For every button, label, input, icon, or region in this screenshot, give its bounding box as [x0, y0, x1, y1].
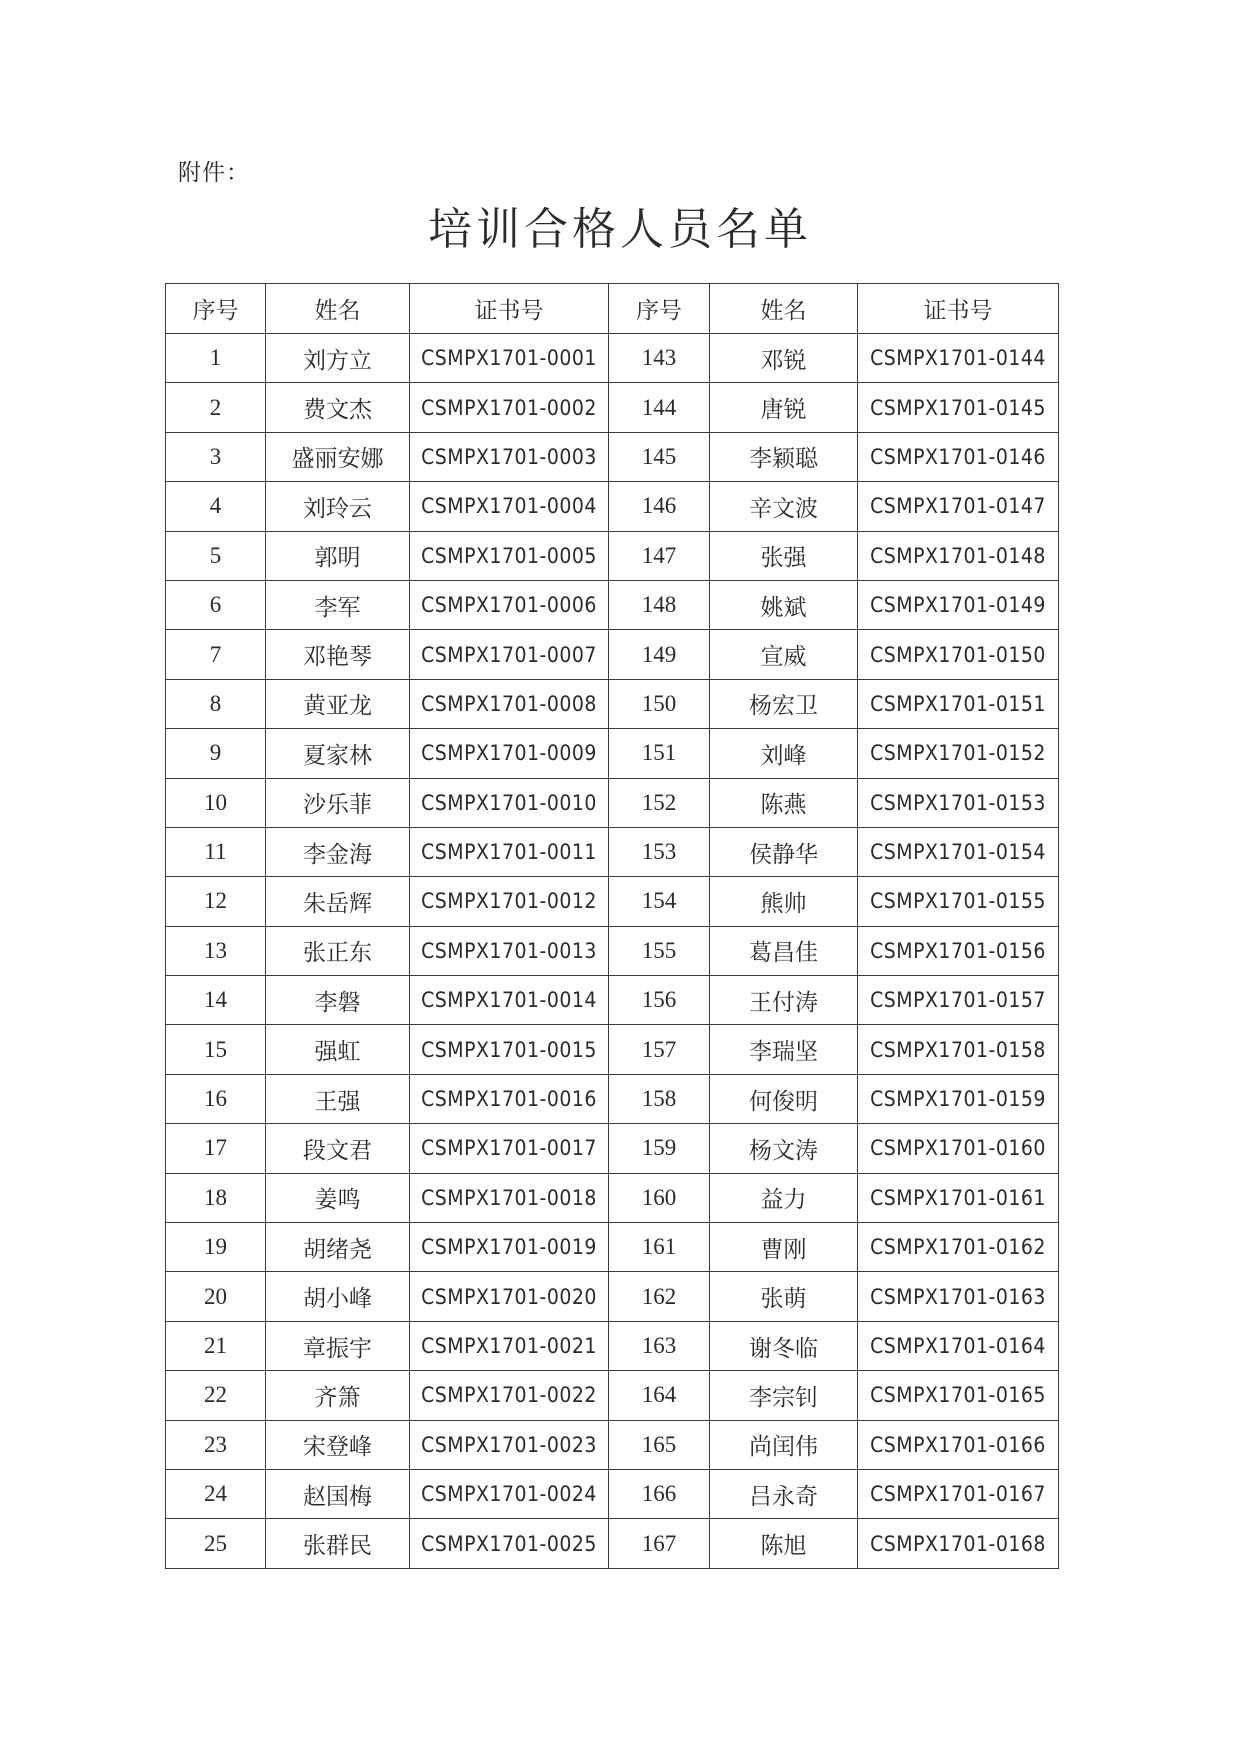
cell-cert-right: CSMPX1701-0157: [858, 976, 1059, 1025]
attachment-label: 附件：: [178, 160, 250, 186]
cell-cert-right: CSMPX1701-0165: [858, 1371, 1059, 1420]
cell-cert-left: CSMPX1701-0019: [410, 1223, 609, 1272]
cell-cert-left: CSMPX1701-0024: [410, 1469, 609, 1518]
cell-seq-left: 17: [166, 1124, 266, 1173]
table-row: [166, 778, 1059, 827]
cell-cert-right: CSMPX1701-0152: [858, 729, 1059, 778]
table-row: [166, 531, 1059, 580]
cell-seq-right: 143: [609, 334, 710, 383]
header-seq-right: 序号: [609, 284, 710, 334]
cell-seq-left: 1: [166, 334, 266, 383]
table-row: [166, 976, 1059, 1025]
table-row: [166, 877, 1059, 926]
table-row: [166, 334, 1059, 383]
cell-cert-right: CSMPX1701-0163: [858, 1272, 1059, 1321]
cell-cert-left: CSMPX1701-0022: [410, 1371, 609, 1420]
cell-cert-left: CSMPX1701-0002: [410, 383, 609, 432]
table-row: [166, 729, 1059, 778]
cell-name-right: 张强: [710, 531, 858, 580]
cell-cert-left: CSMPX1701-0018: [410, 1173, 609, 1222]
cell-cert-right: CSMPX1701-0159: [858, 1074, 1059, 1123]
cell-seq-left: 11: [166, 827, 266, 876]
cell-seq-left: 25: [166, 1519, 266, 1568]
cell-seq-right: 161: [609, 1223, 710, 1272]
table-row: [166, 1272, 1059, 1321]
cell-name-right: 唐锐: [710, 383, 858, 432]
cell-seq-left: 19: [166, 1223, 266, 1272]
cell-name-left: 朱岳辉: [266, 877, 410, 926]
cell-name-left: 邓艳琴: [266, 630, 410, 679]
cell-cert-left: CSMPX1701-0017: [410, 1124, 609, 1173]
cell-name-left: 齐箫: [266, 1371, 410, 1420]
header-cert-left: 证书号: [410, 284, 609, 334]
cell-name-left: 沙乐菲: [266, 778, 410, 827]
cell-cert-right: CSMPX1701-0148: [858, 531, 1059, 580]
cell-seq-left: 5: [166, 531, 266, 580]
cell-seq-left: 12: [166, 877, 266, 926]
cell-seq-left: 13: [166, 926, 266, 975]
cell-cert-right: CSMPX1701-0150: [858, 630, 1059, 679]
cell-seq-right: 157: [609, 1025, 710, 1074]
cell-name-left: 姜鸣: [266, 1173, 410, 1222]
cell-name-right: 陈旭: [710, 1519, 858, 1568]
cell-cert-right: CSMPX1701-0162: [858, 1223, 1059, 1272]
cell-name-left: 黄亚龙: [266, 679, 410, 728]
cell-seq-left: 23: [166, 1420, 266, 1469]
cell-name-left: 费文杰: [266, 383, 410, 432]
cell-name-left: 赵国梅: [266, 1469, 410, 1518]
cell-cert-right: CSMPX1701-0167: [858, 1469, 1059, 1518]
cell-seq-right: 165: [609, 1420, 710, 1469]
cell-cert-right: CSMPX1701-0153: [858, 778, 1059, 827]
cell-cert-right: CSMPX1701-0144: [858, 334, 1059, 383]
cell-seq-right: 163: [609, 1321, 710, 1370]
cell-name-right: 辛文波: [710, 482, 858, 531]
cell-name-right: 姚斌: [710, 580, 858, 629]
cell-cert-right: CSMPX1701-0151: [858, 679, 1059, 728]
cell-seq-right: 150: [609, 679, 710, 728]
cell-name-left: 王强: [266, 1074, 410, 1123]
cell-name-right: 熊帅: [710, 877, 858, 926]
cell-name-right: 益力: [710, 1173, 858, 1222]
table-row: [166, 383, 1059, 432]
table-row: [166, 679, 1059, 728]
table-row: [166, 1124, 1059, 1173]
cell-seq-left: 2: [166, 383, 266, 432]
cell-seq-left: 10: [166, 778, 266, 827]
roster-table: [165, 283, 1059, 1569]
cell-seq-right: 167: [609, 1519, 710, 1568]
cell-name-right: 王付涛: [710, 976, 858, 1025]
table-row: [166, 1074, 1059, 1123]
cell-name-left: 郭明: [266, 531, 410, 580]
cell-name-right: 邓锐: [710, 334, 858, 383]
cell-cert-left: CSMPX1701-0010: [410, 778, 609, 827]
page-title: 培训合格人员名单: [428, 204, 812, 255]
cell-seq-left: 15: [166, 1025, 266, 1074]
cell-seq-right: 159: [609, 1124, 710, 1173]
table-row: [166, 1519, 1059, 1568]
cell-seq-right: 154: [609, 877, 710, 926]
cell-cert-right: CSMPX1701-0155: [858, 877, 1059, 926]
cell-cert-left: CSMPX1701-0013: [410, 926, 609, 975]
cell-cert-left: CSMPX1701-0005: [410, 531, 609, 580]
table-row: [166, 580, 1059, 629]
cell-name-right: 陈燕: [710, 778, 858, 827]
table-header-row: [166, 284, 1059, 334]
table-row: [166, 926, 1059, 975]
header-seq-left: 序号: [166, 284, 266, 334]
cell-cert-left: CSMPX1701-0025: [410, 1519, 609, 1568]
cell-cert-right: CSMPX1701-0168: [858, 1519, 1059, 1568]
table-row: [166, 1420, 1059, 1469]
cell-name-left: 张群民: [266, 1519, 410, 1568]
cell-cert-right: CSMPX1701-0146: [858, 432, 1059, 481]
cell-cert-left: CSMPX1701-0014: [410, 976, 609, 1025]
cell-seq-left: 3: [166, 432, 266, 481]
cell-cert-left: CSMPX1701-0021: [410, 1321, 609, 1370]
cell-seq-right: 155: [609, 926, 710, 975]
cell-seq-right: 149: [609, 630, 710, 679]
cell-seq-right: 164: [609, 1371, 710, 1420]
cell-seq-right: 146: [609, 482, 710, 531]
cell-name-left: 李磐: [266, 976, 410, 1025]
table-row: [166, 1321, 1059, 1370]
cell-cert-left: CSMPX1701-0008: [410, 679, 609, 728]
cell-seq-left: 9: [166, 729, 266, 778]
cell-seq-right: 166: [609, 1469, 710, 1518]
cell-seq-left: 8: [166, 679, 266, 728]
table-row: [166, 1173, 1059, 1222]
cell-seq-right: 144: [609, 383, 710, 432]
cell-name-right: 何俊明: [710, 1074, 858, 1123]
cell-cert-left: CSMPX1701-0004: [410, 482, 609, 531]
cell-cert-right: CSMPX1701-0154: [858, 827, 1059, 876]
table-row: [166, 827, 1059, 876]
table-row: [166, 1223, 1059, 1272]
cell-name-left: 刘方立: [266, 334, 410, 383]
cell-name-right: 宣威: [710, 630, 858, 679]
cell-seq-left: 6: [166, 580, 266, 629]
cell-name-right: 葛昌佳: [710, 926, 858, 975]
cell-name-right: 杨文涛: [710, 1124, 858, 1173]
cell-seq-right: 147: [609, 531, 710, 580]
cell-cert-right: CSMPX1701-0161: [858, 1173, 1059, 1222]
cell-seq-right: 145: [609, 432, 710, 481]
cell-seq-left: 4: [166, 482, 266, 531]
cell-cert-right: CSMPX1701-0166: [858, 1420, 1059, 1469]
table-row: [166, 1025, 1059, 1074]
cell-cert-right: CSMPX1701-0160: [858, 1124, 1059, 1173]
cell-seq-right: 158: [609, 1074, 710, 1123]
cell-cert-right: CSMPX1701-0149: [858, 580, 1059, 629]
cell-seq-right: 153: [609, 827, 710, 876]
cell-name-right: 刘峰: [710, 729, 858, 778]
cell-cert-left: CSMPX1701-0015: [410, 1025, 609, 1074]
cell-cert-left: CSMPX1701-0007: [410, 630, 609, 679]
cell-cert-left: CSMPX1701-0020: [410, 1272, 609, 1321]
cell-cert-right: CSMPX1701-0145: [858, 383, 1059, 432]
header-name-right: 姓名: [710, 284, 858, 334]
cell-cert-right: CSMPX1701-0164: [858, 1321, 1059, 1370]
cell-seq-right: 160: [609, 1173, 710, 1222]
cell-cert-left: CSMPX1701-0009: [410, 729, 609, 778]
header-cert-right: 证书号: [858, 284, 1059, 334]
table-row: [166, 432, 1059, 481]
cell-name-right: 李宗钊: [710, 1371, 858, 1420]
header-name-left: 姓名: [266, 284, 410, 334]
cell-seq-left: 22: [166, 1371, 266, 1420]
cell-name-left: 夏家林: [266, 729, 410, 778]
cell-cert-left: CSMPX1701-0016: [410, 1074, 609, 1123]
cell-name-right: 尚闰伟: [710, 1420, 858, 1469]
cell-name-left: 段文君: [266, 1124, 410, 1173]
cell-name-left: 宋登峰: [266, 1420, 410, 1469]
cell-seq-left: 18: [166, 1173, 266, 1222]
cell-name-left: 张正东: [266, 926, 410, 975]
cell-name-left: 胡小峰: [266, 1272, 410, 1321]
cell-name-left: 刘玲云: [266, 482, 410, 531]
cell-cert-right: CSMPX1701-0147: [858, 482, 1059, 531]
cell-seq-left: 21: [166, 1321, 266, 1370]
table-row: [166, 1371, 1059, 1420]
cell-name-right: 曹刚: [710, 1223, 858, 1272]
cell-seq-left: 20: [166, 1272, 266, 1321]
cell-seq-left: 7: [166, 630, 266, 679]
cell-cert-left: CSMPX1701-0011: [410, 827, 609, 876]
cell-cert-left: CSMPX1701-0003: [410, 432, 609, 481]
cell-name-right: 李颖聪: [710, 432, 858, 481]
cell-seq-left: 24: [166, 1469, 266, 1518]
cell-name-left: 李军: [266, 580, 410, 629]
cell-cert-right: CSMPX1701-0156: [858, 926, 1059, 975]
cell-seq-right: 162: [609, 1272, 710, 1321]
table-body: [166, 334, 1059, 1569]
cell-seq-right: 156: [609, 976, 710, 1025]
cell-name-right: 张萌: [710, 1272, 858, 1321]
cell-seq-left: 16: [166, 1074, 266, 1123]
cell-name-right: 李瑞坚: [710, 1025, 858, 1074]
cell-name-left: 强虹: [266, 1025, 410, 1074]
cell-cert-right: CSMPX1701-0158: [858, 1025, 1059, 1074]
table-row: [166, 630, 1059, 679]
cell-cert-left: CSMPX1701-0012: [410, 877, 609, 926]
cell-name-left: 盛丽安娜: [266, 432, 410, 481]
cell-name-left: 李金海: [266, 827, 410, 876]
cell-name-left: 章振宇: [266, 1321, 410, 1370]
cell-cert-left: CSMPX1701-0001: [410, 334, 609, 383]
cell-seq-right: 148: [609, 580, 710, 629]
cell-name-right: 杨宏卫: [710, 679, 858, 728]
cell-cert-left: CSMPX1701-0023: [410, 1420, 609, 1469]
cell-cert-left: CSMPX1701-0006: [410, 580, 609, 629]
cell-seq-right: 151: [609, 729, 710, 778]
cell-name-right: 谢冬临: [710, 1321, 858, 1370]
table-row: [166, 482, 1059, 531]
cell-seq-left: 14: [166, 976, 266, 1025]
cell-seq-right: 152: [609, 778, 710, 827]
cell-name-right: 吕永奇: [710, 1469, 858, 1518]
cell-name-right: 侯静华: [710, 827, 858, 876]
table-row: [166, 1469, 1059, 1518]
cell-name-left: 胡绪尧: [266, 1223, 410, 1272]
